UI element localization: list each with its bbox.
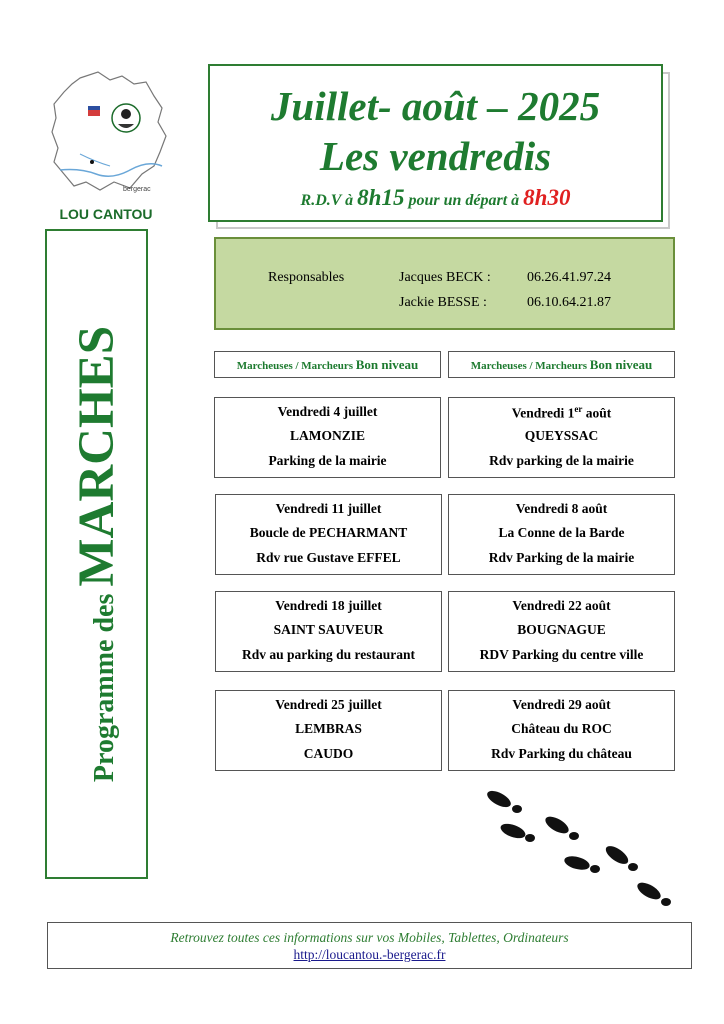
page-subtitle: Les vendredis [319, 133, 552, 179]
walk-date-suffix: août [582, 405, 612, 421]
walk-card [215, 494, 442, 575]
walk-meeting: RDV Parking du centre ville [479, 647, 644, 662]
club-logo [50, 70, 170, 222]
banner-small: Programme des [88, 586, 120, 783]
footer-text: Retrouvez toutes ces informations sur vos Mobiles, Tablettes, Ordinateurs [170, 930, 569, 945]
walk-card [215, 591, 442, 672]
walk-place: La Conne de la Barde [498, 525, 625, 540]
header-level: Bon niveau [355, 357, 419, 372]
walk-date: Vendredi 22 août [512, 598, 611, 613]
walk-meeting: Rdv Parking du château [491, 746, 632, 761]
header-level: Bon niveau [589, 357, 653, 372]
walk-meeting: CAUDO [303, 746, 354, 761]
walk-meeting: Parking de la mairie [268, 453, 387, 468]
logo-sub: bergerac [123, 186, 151, 193]
walk-place: QUEYSSAC [524, 428, 599, 443]
walk-date-sup: er [574, 404, 583, 414]
header-prefix: Marcheuses / Marcheurs [236, 360, 356, 372]
column-header-august [448, 351, 675, 378]
walk-date: Vendredi 29 août [512, 697, 611, 712]
title-box [208, 64, 663, 222]
walk-meeting: Rdv au parking du restaurant [241, 647, 416, 662]
walk-card [214, 397, 441, 478]
page-title: Juillet- août – 2025 [270, 83, 601, 129]
walk-date: Vendredi 25 juillet [275, 697, 382, 712]
footprints-icon [485, 785, 685, 915]
responsable-name: Jacques BECK : [399, 270, 491, 285]
logo-brand: LOU CANTOU [59, 206, 153, 222]
walk-card [448, 690, 675, 771]
walk-date: Vendredi 18 juillet [275, 598, 382, 613]
banner-title [68, 326, 126, 782]
rdv-prefix: R.D.V à [300, 192, 358, 209]
banner-large: MARCHES [68, 325, 125, 587]
walk-meeting: Rdv parking de la mairie [489, 453, 634, 468]
website-link[interactable]: http://loucantou.-bergerac.fr [293, 947, 446, 962]
responsables-box [214, 237, 675, 330]
walk-place: BOUGNAGUE [517, 622, 606, 637]
walk-date: Vendredi 11 juillet [275, 501, 382, 516]
column-header-july [214, 351, 441, 378]
walk-date: Vendredi 4 juillet [277, 404, 378, 419]
responsables-label: Responsables [268, 270, 345, 285]
walk-place: Boucle de PECHARMANT [249, 525, 408, 540]
depart-time: 8h30 [523, 185, 571, 210]
walk-place: Château du ROC [511, 721, 612, 736]
rdv-middle: pour un départ à [404, 192, 524, 209]
walk-place: LEMBRAS [295, 721, 362, 736]
walk-card [448, 591, 675, 672]
footer-box [47, 922, 692, 969]
walk-date: Vendredi 8 août [515, 501, 608, 516]
walk-place: SAINT SAUVEUR [273, 622, 384, 637]
walk-place: LAMONZIE [289, 428, 365, 443]
walk-date [449, 404, 674, 422]
rdv-time: 8h15 [357, 185, 405, 210]
responsable-phone: 06.26.41.97.24 [527, 270, 611, 285]
walk-date-prefix: Vendredi 1 [511, 405, 575, 421]
rdv-line [210, 185, 661, 211]
walk-card [448, 494, 675, 575]
walk-card [215, 690, 442, 771]
dordogne-map-icon [50, 70, 170, 195]
responsable-phone: 06.10.64.21.87 [527, 295, 611, 310]
walk-card [448, 397, 675, 478]
responsable-name: Jackie BESSE : [399, 295, 487, 310]
walk-meeting: Rdv rue Gustave EFFEL [256, 550, 401, 565]
header-prefix: Marcheuses / Marcheurs [470, 360, 590, 372]
vertical-banner [45, 229, 148, 879]
walk-meeting: Rdv Parking de la mairie [488, 550, 635, 565]
